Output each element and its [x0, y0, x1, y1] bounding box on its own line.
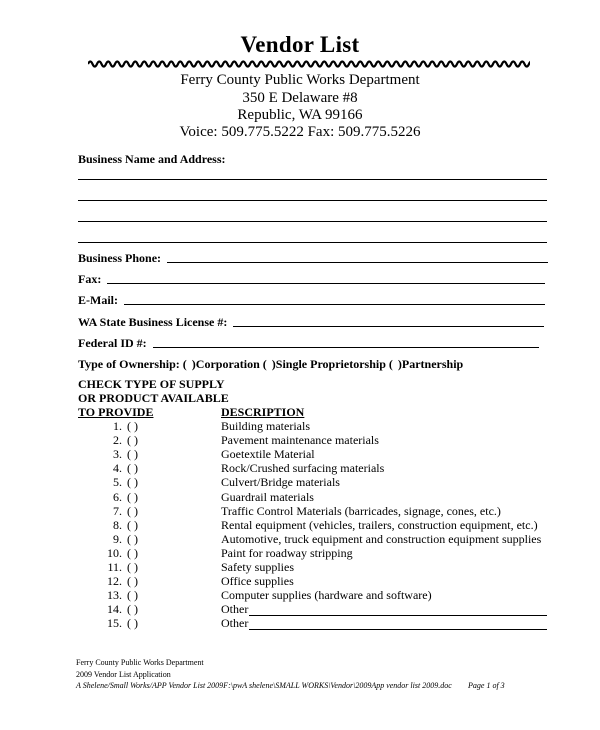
supply-item-number: 8.	[113, 518, 122, 532]
supply-item-checkbox[interactable]: ( )	[127, 461, 138, 475]
supply-item-description: Building materials	[221, 419, 310, 433]
supply-item-number: 11.	[107, 560, 122, 574]
supply-item-description: Office supplies	[221, 574, 294, 588]
supply-item-description: Other	[221, 616, 249, 630]
license-row	[78, 315, 544, 330]
page-title: Vendor List	[240, 32, 360, 57]
decorative-wave-divider	[88, 58, 530, 70]
supply-item-checkbox[interactable]: ( )	[127, 504, 138, 518]
fax-field[interactable]	[107, 283, 545, 284]
department-contact: Voice: 509.775.5222 Fax: 509.775.5226	[179, 124, 421, 140]
supply-item-number: 15.	[107, 616, 122, 630]
supply-item-number: 14.	[107, 602, 122, 616]
email-row	[78, 293, 545, 308]
supply-item-number: 5.	[113, 475, 122, 489]
supply-item-checkbox[interactable]: ( )	[127, 546, 138, 560]
supply-item-number: 2.	[113, 433, 122, 447]
supply-item-checkbox[interactable]: ( )	[127, 447, 138, 461]
supply-item-number: 10.	[107, 546, 122, 560]
license-label: WA State Business License #:	[78, 315, 228, 329]
supply-item-description: Other	[221, 602, 249, 616]
other-specify-line[interactable]	[249, 615, 547, 616]
other-specify-line[interactable]	[249, 629, 547, 630]
footer-page-number: Page 1 of 3	[468, 681, 505, 690]
supply-item-checkbox[interactable]: ( )	[127, 518, 138, 532]
ownership-corporation-option[interactable]: )Corporation (	[191, 357, 267, 371]
supply-item-description: Traffic Control Materials (barricades, signage, cones, etc.)	[221, 504, 501, 518]
supply-item-description: Culvert/Bridge materials	[221, 475, 340, 489]
business-name-label: Business Name and Address:	[78, 152, 226, 166]
supply-item-checkbox[interactable]: ( )	[127, 475, 138, 489]
department-city: Republic, WA 99166	[237, 107, 363, 123]
supply-item-description: Rental equipment (vehicles, trailers, construction equipment, etc.)	[221, 518, 538, 532]
address-line-4[interactable]	[78, 242, 547, 243]
supply-item-description: Guardrail materials	[221, 490, 314, 504]
supply-item-number: 4.	[113, 461, 122, 475]
address-line-3[interactable]	[78, 221, 547, 222]
supply-item-checkbox[interactable]: ( )	[127, 490, 138, 504]
fax-row	[78, 272, 545, 287]
business-phone-row	[78, 251, 548, 266]
business-phone-label: Business Phone:	[78, 251, 162, 265]
ownership-row	[78, 357, 465, 372]
supply-heading-line-3: TO PROVIDE	[78, 405, 154, 419]
supply-item-number: 12.	[107, 574, 122, 588]
supply-item-checkbox[interactable]: ( )	[127, 616, 138, 630]
business-phone-field[interactable]	[167, 262, 548, 263]
supply-heading-line-1: CHECK TYPE OF SUPPLY	[78, 377, 225, 391]
supply-item-number: 1.	[113, 419, 122, 433]
department-name: Ferry County Public Works Department	[180, 72, 420, 88]
description-header: DESCRIPTION	[221, 405, 305, 419]
supply-item-checkbox[interactable]: ( )	[127, 574, 138, 588]
ownership-label: Type of Ownership: (	[78, 357, 187, 371]
federal-id-label: Federal ID #:	[78, 336, 147, 350]
supply-item-checkbox[interactable]: ( )	[127, 588, 138, 602]
supply-item-number: 6.	[113, 490, 122, 504]
footer-file-path: A Shelene/Small Works/APP Vendor List 2009F:\pwA shelene\SMALL WORKS\Vendor\2009App vendor list 2009.doc	[76, 681, 452, 690]
federal-id-row	[78, 336, 539, 351]
supply-item-description: Computer supplies (hardware and software)	[221, 588, 432, 602]
supply-item-description: Goetextile Material	[221, 447, 315, 461]
license-field[interactable]	[233, 326, 544, 327]
supply-item-description: Rock/Crushed surfacing materials	[221, 461, 385, 475]
supply-item-checkbox[interactable]: ( )	[127, 560, 138, 574]
supply-item-description: Safety supplies	[221, 560, 294, 574]
supply-item-checkbox[interactable]: ( )	[127, 433, 138, 447]
address-line-2[interactable]	[78, 200, 547, 201]
email-label: E-Mail:	[78, 293, 118, 307]
supply-item-description: Pavement maintenance materials	[221, 433, 379, 447]
supply-item-checkbox[interactable]: ( )	[127, 419, 138, 433]
business-name-row	[78, 152, 225, 167]
supply-item-checkbox[interactable]: ( )	[127, 602, 138, 616]
email-field[interactable]	[124, 304, 545, 305]
supply-item-checkbox[interactable]: ( )	[127, 532, 138, 546]
supply-item-description: Paint for roadway stripping	[221, 546, 353, 560]
supply-item-number: 13.	[107, 588, 122, 602]
department-street: 350 E Delaware #8	[242, 90, 358, 106]
federal-id-field[interactable]	[153, 347, 539, 348]
fax-label: Fax:	[78, 272, 102, 286]
ownership-partnership-option[interactable]: )Partnership	[397, 357, 464, 371]
footer-application: 2009 Vendor List Application	[76, 670, 171, 679]
supply-item-description: Automotive, truck equipment and construction equipment supplies	[221, 532, 542, 546]
supply-item-number: 3.	[113, 447, 122, 461]
address-line-1[interactable]	[78, 179, 547, 180]
supply-item-number: 7.	[113, 504, 122, 518]
ownership-sole-option[interactable]: )Single Proprietorship (	[271, 357, 393, 371]
supply-heading-line-2: OR PRODUCT AVAILABLE	[78, 391, 229, 405]
supply-item-number: 9.	[113, 532, 122, 546]
footer-department: Ferry County Public Works Department	[76, 658, 204, 667]
